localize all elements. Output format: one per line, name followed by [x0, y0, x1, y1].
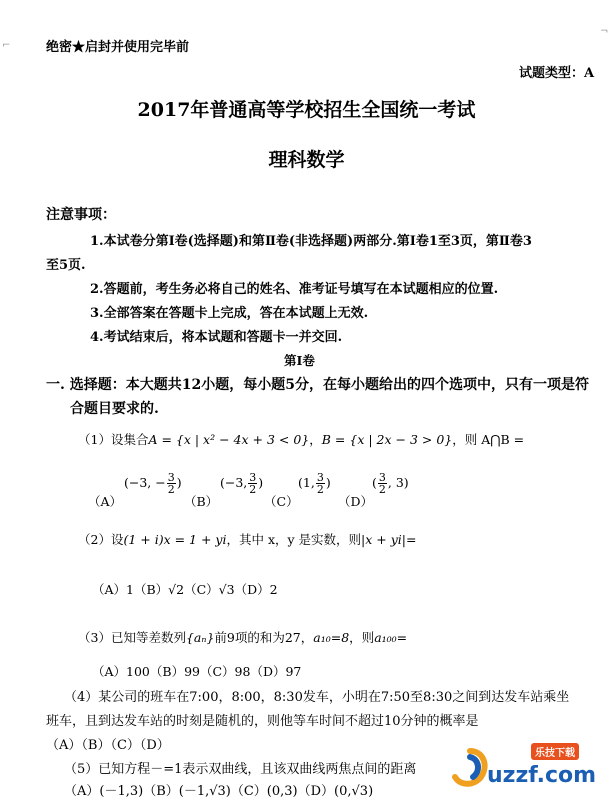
modulus-expression: |x + yi| — [361, 532, 406, 547]
watermark-text: uzzf.com — [487, 763, 597, 788]
question-1-prefix: （1）设集合 — [78, 432, 149, 447]
margin-corner-mark: ¬ — [600, 26, 609, 37]
margin-corner-mark: ⌐ — [2, 40, 11, 51]
option-d-interval — [372, 472, 409, 495]
set-b-expression: B = {x | 2x − 3 > 0} — [321, 432, 453, 447]
watermark-logo — [447, 737, 607, 795]
page-subtitle: 理科数学 — [268, 149, 345, 171]
question-3-suffix: ，则 — [349, 630, 375, 645]
part-heading: 一. 选择题：本大题共12小题，每小题5分，在每小题给出的四个选项中，只有一项是符 — [46, 377, 589, 393]
question-4-cont: 班车，且到达发车站的时刻是随机的，则他等车时间不超过10分钟的概率是 — [46, 714, 479, 729]
interval-part: ) — [258, 475, 264, 490]
page-title: 2017年普通高等学校招生全国统一考试 — [137, 99, 476, 121]
question-2-prefix: （2）设 — [78, 532, 124, 547]
sequence-notation: {aₙ} — [185, 630, 215, 645]
option-c-interval — [298, 472, 331, 495]
watermark-badge: 乐技下载 — [531, 743, 579, 760]
a100-expression: a₁₀₀= — [374, 630, 408, 645]
equals-sign: = — [406, 532, 417, 547]
notice-item-2: 2.答题前，考生务必将自己的姓名、准考证号填写在本试题相应的位置. — [90, 282, 499, 297]
fraction: $\frac{3}{2}$ — [378, 471, 386, 496]
interval-part: (1, — [298, 475, 315, 490]
notice-item-3: 3.全部答案在答题卡上完成，答在本试题上无效. — [90, 306, 369, 321]
notice-item-4: 4.考试结束后，将本试题和答题卡一并交回. — [90, 330, 343, 345]
question-3-options: （A）100（B）99（C）98（D）97 — [92, 664, 302, 679]
a10-value: a₁₀=8 — [313, 630, 350, 645]
question-2-options: （A）1（B）√2（C）√3（D）2 — [92, 582, 278, 597]
interval-part: (−3, − — [124, 475, 166, 490]
option-b-label: （B） — [184, 494, 219, 509]
notice-item-1: 1.本试卷分第Ⅰ卷(选择题)和第Ⅱ卷(非选择题)两部分.第Ⅰ卷1至3页，第Ⅱ卷3 — [90, 234, 532, 249]
section-heading: 第Ⅰ卷 — [284, 353, 315, 368]
notice-heading: 注意事项： — [46, 207, 116, 223]
interval-part: ) — [176, 475, 182, 490]
option-c-label: （C） — [264, 494, 299, 509]
question-1-comma: ， — [309, 432, 322, 447]
option-a-label: （A） — [88, 494, 123, 509]
question-2-middle: ，其中 x，y 是实数，则 — [226, 532, 362, 547]
interval-part: ) — [325, 475, 331, 490]
notice-item-1-cont: 至5页. — [46, 258, 86, 273]
question-5-options: （A）(－1,3)（B）(－1,√3)（C）(0,3)（D）(0,√3) — [64, 784, 374, 799]
fraction: $\frac{3}{2}$ — [167, 471, 175, 496]
option-a-interval — [124, 472, 182, 495]
question-2 — [78, 530, 416, 548]
question-3-prefix: （3）已知等差数列 — [78, 630, 186, 645]
question-4: （4）某公司的班车在7:00，8:00，8:30发车，小明在7:50至8:30之间到达发车站乘坐 — [64, 690, 570, 705]
exam-type-label: 试题类型：A — [519, 66, 595, 81]
option-b-interval — [220, 472, 263, 495]
complex-equation: (1 + i)x = 1 + yi — [123, 532, 227, 547]
fraction: $\frac{3}{2}$ — [316, 471, 324, 496]
question-5: （5）已知方程－=1表示双曲线，且该双曲线两焦点间的距离 — [64, 762, 417, 777]
set-a-expression: A = {x | x² − 4x + 3 < 0} — [148, 432, 310, 447]
question-1-suffix: ，则 A⋂B = — [452, 432, 525, 447]
option-d-label: （D） — [338, 494, 374, 509]
interval-part: , 3) — [387, 475, 409, 490]
interval-part: (−3, — [220, 475, 248, 490]
question-3-middle: 前9项的和为27， — [214, 630, 314, 645]
question-4-options: （A）（B）（C）（D） — [46, 738, 170, 753]
fraction: $\frac{3}{2}$ — [249, 471, 257, 496]
interval-part: ( — [372, 475, 377, 490]
question-1 — [78, 430, 524, 448]
confidential-label: 绝密★启封并使用完毕前 — [46, 40, 190, 55]
part-heading-cont: 合题目要求的. — [70, 401, 159, 417]
question-3 — [78, 628, 407, 646]
